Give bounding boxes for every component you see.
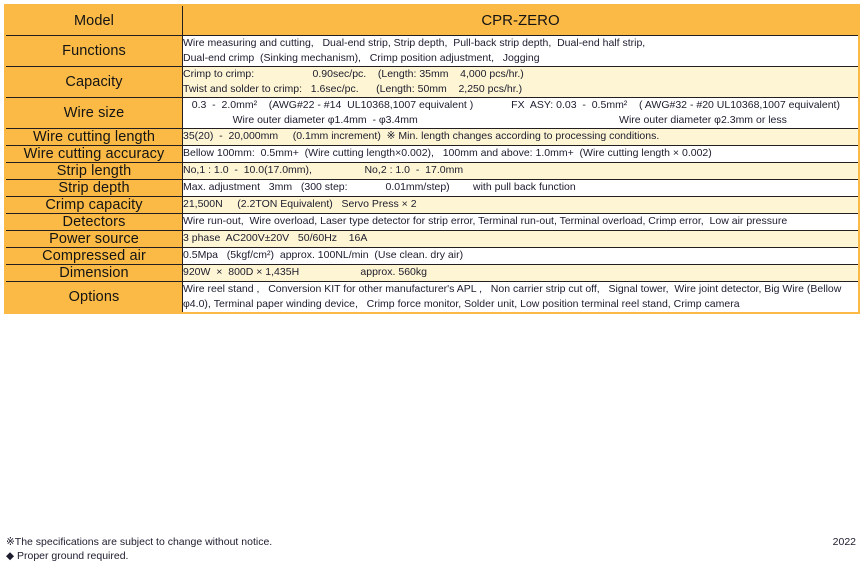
row-value-model: CPR-ZERO (183, 5, 860, 36)
row-value-line: 920W × 800D × 1,435H approx. 560kg (183, 266, 427, 279)
row-value (183, 97, 860, 128)
row-value-line: 0.5Mpa (5kgf/cm²) approx. 100NL/min (Use clean. dry air) (183, 249, 464, 262)
row-value (183, 247, 860, 264)
table-row (5, 247, 859, 264)
row-label: Power source (5, 230, 183, 247)
row-value (183, 264, 860, 281)
row-label: Strip length (5, 162, 183, 179)
row-value-line: Twist and solder to crimp: 1.6sec/pc. (Length: 50mm 2,250 pcs/hr.) (183, 83, 523, 96)
row-value-line: 21,500N (2.2TON Equivalent) Servo Press × 2 (183, 198, 417, 211)
table-row (5, 36, 859, 67)
table-rows-body (5, 36, 859, 313)
row-label: Dimension (5, 264, 183, 281)
specification-table (4, 4, 860, 314)
table-body (5, 5, 859, 36)
row-value-line: Dual-end crimp (Sinking mechanism), Crimp position adjustment, Jogging (183, 52, 540, 65)
row-label: Options (5, 281, 183, 312)
footer (6, 536, 858, 564)
table-row (5, 196, 859, 213)
table-row (5, 179, 859, 196)
footer-note-specifications: ※The specifications are subject to change without notice. (6, 536, 273, 549)
table-row (5, 264, 859, 281)
row-label: Crimp capacity (5, 196, 183, 213)
row-label: Capacity (5, 67, 183, 98)
row-value (183, 213, 860, 230)
table-row (5, 97, 859, 128)
row-label: Wire cutting accuracy (5, 145, 183, 162)
row-value-line: Max. adjustment 3mm (300 step: 0.01mm/step) with pull back function (183, 181, 576, 194)
table-row (5, 67, 859, 98)
row-label: Functions (5, 36, 183, 67)
table-row (5, 145, 859, 162)
row-value (183, 196, 860, 213)
row-value-line: φ4.0), Terminal paper winding device, Crimp force monitor, Solder unit, Low position terminal reel stand, Crimp camera (183, 297, 740, 310)
row-value-line: Wire run-out, Wire overload, Laser type detector for strip error, Terminal run-out, Terminal overload, Crimp error, Low air pressure (183, 215, 788, 228)
row-value-line: 3 phase AC200V±20V 50/60Hz 16A (183, 232, 368, 245)
table-row (5, 213, 859, 230)
row-value-line: Wire outer diameter φ1.4mm - φ3.4mm Wire outer diameter φ2.3mm or less (183, 113, 787, 126)
row-label: Detectors (5, 213, 183, 230)
footer-year: 2022 (832, 536, 856, 549)
row-value-line: 35(20) - 20,000mm (0.1mm increment) ※ Min. length changes according to processing conditions. (183, 130, 660, 143)
row-value (183, 162, 860, 179)
footer-note-ground: ◆ Proper ground required. (6, 550, 129, 563)
row-label: Strip depth (5, 179, 183, 196)
row-value-line: Wire reel stand , Conversion KIT for other manufacturer's APL , Non carrier strip cut off, Signal tower, Wire joint detector, Big Wire (Bellow (183, 282, 842, 295)
row-value-line: Wire measuring and cutting, Dual-end strip, Strip depth, Pull-back strip depth, Dual-end half strip, (183, 37, 646, 50)
row-value (183, 128, 860, 145)
row-value (183, 230, 860, 247)
row-value (183, 281, 860, 312)
row-value (183, 179, 860, 196)
row-value-line: 0.3 - 2.0mm² (AWG#22 - #14 UL10368,1007 equivalent ) FX ASY: 0.03 - 0.5mm² ( AWG#32 - #20 UL10368,1007 equivalent) (183, 98, 840, 111)
row-value-line: Bellow 100mm: 0.5mm+ (Wire cutting length×0.002), 100mm and above: 1.0mm+ (Wire cutting length × 0.002) (183, 147, 712, 160)
row-value-line: Crimp to crimp: 0.90sec/pc. (Length: 35mm 4,000 pcs/hr.) (183, 68, 524, 81)
table-row (5, 281, 859, 312)
row-label: Wire cutting length (5, 128, 183, 145)
table-row-model (5, 5, 859, 36)
row-label-model: Model (5, 5, 183, 36)
row-label: Wire size (5, 97, 183, 128)
table-row (5, 230, 859, 247)
row-label: Compressed air (5, 247, 183, 264)
row-value (183, 67, 860, 98)
table-row (5, 128, 859, 145)
row-value (183, 145, 860, 162)
table-row (5, 162, 859, 179)
row-value-line: No,1 : 1.0 - 10.0(17.0mm), No,2 : 1.0 - 17.0mm (183, 164, 464, 177)
row-value (183, 36, 860, 67)
